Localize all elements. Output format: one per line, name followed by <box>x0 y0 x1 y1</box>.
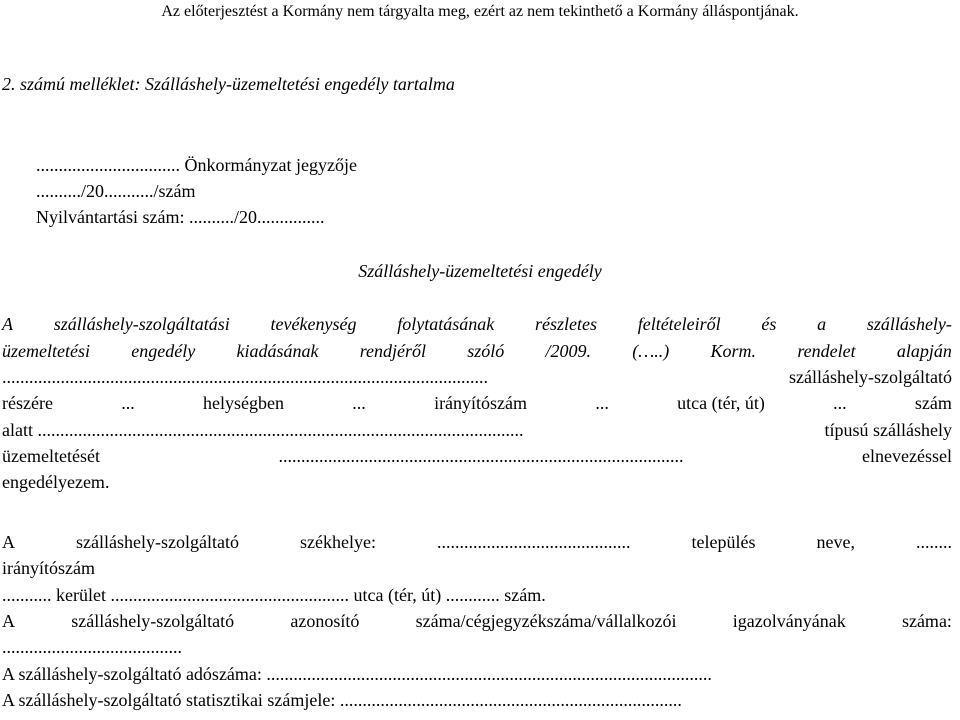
text-segment: azonosító <box>290 611 360 631</box>
intro-line-5 <box>2 419 952 441</box>
text-segment: ... <box>595 393 609 413</box>
intro-line-6 <box>2 445 952 467</box>
intro-line-7: engedélyezem. <box>2 472 110 492</box>
text-segment: irányítószám <box>434 393 528 413</box>
text-segment: ... <box>352 393 366 413</box>
text-segment: A <box>2 611 15 631</box>
issuer-line: ................................ Önkormányzat jegyzője <box>36 155 357 175</box>
text-segment: szám <box>914 393 952 413</box>
text-segment: engedély <box>131 341 196 361</box>
text-segment: ............................................................................................................ <box>2 367 488 387</box>
permit-title: Szálláshely-üzemeltetési engedély <box>358 261 602 281</box>
text-segment: (…..) <box>632 341 670 361</box>
text-segment: szálláshely-szolgáltatási <box>53 314 230 334</box>
text-segment: folytatásának <box>397 314 495 334</box>
text-segment: részletes <box>534 314 597 334</box>
text-segment: A <box>2 314 13 334</box>
text-segment: ... <box>833 393 847 413</box>
intro-line-3 <box>2 366 952 388</box>
text-segment: a <box>817 314 827 334</box>
seat-line-3: ........... kerület ..................................................... utca (tér, út) ............ szám. <box>2 585 546 605</box>
text-segment: szálláshely-szolgáltató <box>789 367 952 387</box>
reference-number-line: ........../20.........../szám <box>36 181 196 201</box>
text-segment: alapján <box>896 341 952 361</box>
intro-line-1 <box>2 313 952 335</box>
text-segment: szálláshely-szolgáltató <box>76 532 239 552</box>
identifier-line <box>2 610 952 632</box>
text-segment: ........ <box>915 532 952 552</box>
text-segment: Korm. <box>710 341 757 361</box>
text-segment: szálláshely- <box>866 314 952 334</box>
text-segment: .......................................................................................... <box>278 446 684 466</box>
tax-number-line: A szálláshely-szolgáltató adószáma: ................................................................................................... <box>2 664 712 684</box>
text-segment: száma/cégjegyzékszáma/vállalkozói <box>415 611 677 631</box>
identifier-value-line: ........................................ <box>2 637 182 657</box>
text-segment: A <box>2 532 15 552</box>
annex-heading: 2. számú melléklet: Szálláshely-üzemeltetési engedély tartalma <box>2 74 455 94</box>
text-segment: neve, <box>816 532 855 552</box>
text-segment: rendjéről <box>359 341 427 361</box>
text-segment: szóló <box>467 341 505 361</box>
intro-line-2 <box>2 340 952 362</box>
intro-line-4 <box>2 392 952 414</box>
text-segment: ........................................... <box>436 532 631 552</box>
statistical-number-line: A szálláshely-szolgáltató statisztikai számjele: ............................................................................ <box>2 690 682 710</box>
text-segment: tevékenység <box>270 314 357 334</box>
text-segment: száma: <box>901 611 952 631</box>
text-segment: rendelet <box>797 341 856 361</box>
text-segment: település <box>691 532 756 552</box>
text-segment: szálláshely-szolgáltató <box>71 611 235 631</box>
text-segment: feltételeiről <box>637 314 721 334</box>
text-segment: üzemeltetési <box>2 341 90 361</box>
text-segment: utca (tér, út) <box>677 393 765 413</box>
text-segment: elnevezéssel <box>862 446 952 466</box>
text-segment: típusú szálláshely <box>824 420 952 440</box>
seat-line-1 <box>2 531 952 553</box>
text-segment: alatt ............................................................................................................ <box>2 420 524 440</box>
document-header: Az előterjesztést a Kormány nem tárgyalta meg, ezért az nem tekinthető a Kormány álláspontjának. <box>161 3 799 20</box>
text-segment: /2009. <box>545 341 592 361</box>
text-segment: székhelye: <box>299 532 376 552</box>
text-segment: ... <box>121 393 135 413</box>
text-segment: részére <box>2 393 53 413</box>
text-segment: kiadásának <box>236 341 319 361</box>
seat-line-2: irányítószám <box>2 558 95 578</box>
registration-number-line: Nyilvántartási szám: ........../20............... <box>36 207 325 227</box>
text-segment: igazolványának <box>732 611 846 631</box>
text-segment: és <box>761 314 777 334</box>
text-segment: üzemeltetését <box>2 446 100 466</box>
text-segment: helységben <box>203 393 284 413</box>
